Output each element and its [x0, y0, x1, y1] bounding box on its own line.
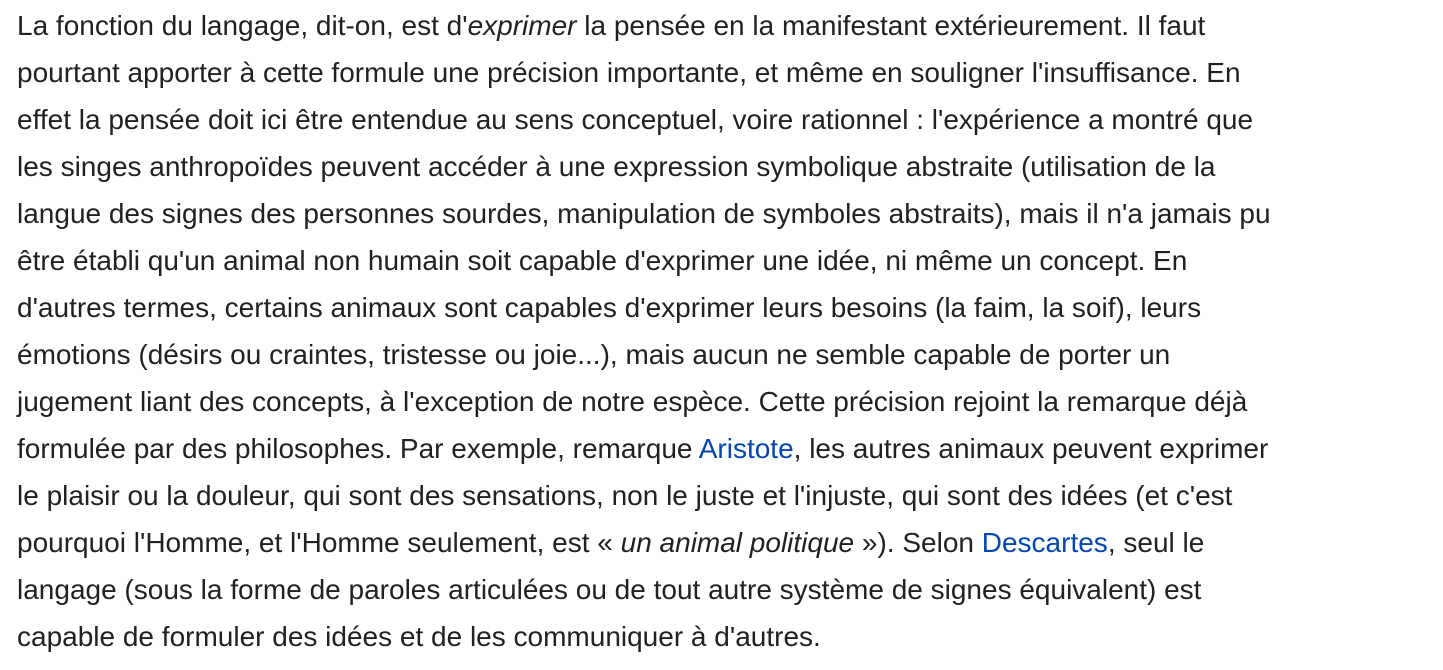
text-segment: la pensée en la manifestant extérieurement. Il faut — [576, 10, 1206, 41]
link-descartes[interactable]: Descartes — [981, 527, 1108, 558]
text-line-8: émotions (désirs ou craintes, tristesse ou joie...), mais aucun ne semble capable de porter un — [17, 339, 1171, 370]
text-line-14: capable de formuler des idées et de les communiquer à d'autres. — [17, 621, 821, 652]
link-aristote[interactable]: Aristote — [698, 433, 794, 464]
text-segment: »). Selon — [854, 527, 982, 558]
italic-quote: un animal politique — [620, 527, 855, 558]
text-line-12 — [17, 519, 1435, 566]
text-line-3: effet la pensée doit ici être entendue au sens conceptuel, voire rationnel : l'expérience a montré que — [17, 104, 1254, 135]
text-line-4: les singes anthropoïdes peuvent accéder à une expression symbolique abstraite (utilisation de la — [17, 151, 1216, 182]
text-segment: , les autres animaux peuvent exprimer — [793, 433, 1269, 464]
text-line-2: pourtant apporter à cette formule une précision importante, et même en souligner l'insuffisance. En — [17, 57, 1241, 88]
text-segment: pourquoi l'Homme, et l'Homme seulement, est « — [17, 527, 621, 558]
text-line-6: être établi qu'un animal non humain soit capable d'exprimer une idée, ni même un concept. En — [17, 245, 1188, 276]
text-line-7: d'autres termes, certains animaux sont capables d'exprimer leurs besoins (la faim, la soif), leurs — [17, 292, 1202, 323]
text-line-9: jugement liant des concepts, à l'exception de notre espèce. Cette précision rejoint la remarque déjà — [17, 386, 1248, 417]
text-line-11: le plaisir ou la douleur, qui sont des sensations, non le juste et l'injuste, qui sont des idées (et c'est — [17, 480, 1233, 511]
text-segment: , seul le — [1107, 527, 1205, 558]
text-line-5: langue des signes des personnes sourdes, manipulation de symboles abstraits), mais il n'a jamais pu — [17, 198, 1271, 229]
text-line-1 — [17, 2, 1435, 49]
text-line-10 — [17, 425, 1435, 472]
text-line-13: langage (sous la forme de paroles articulées ou de tout autre système de signes équivalent) est — [17, 574, 1202, 605]
article-paragraph — [17, 0, 1435, 660]
text-segment: La fonction du langage, dit-on, est d' — [17, 10, 468, 41]
text-segment: formulée par des philosophes. Par exemple, remarque — [17, 433, 699, 464]
italic-term: exprimer — [467, 10, 577, 41]
